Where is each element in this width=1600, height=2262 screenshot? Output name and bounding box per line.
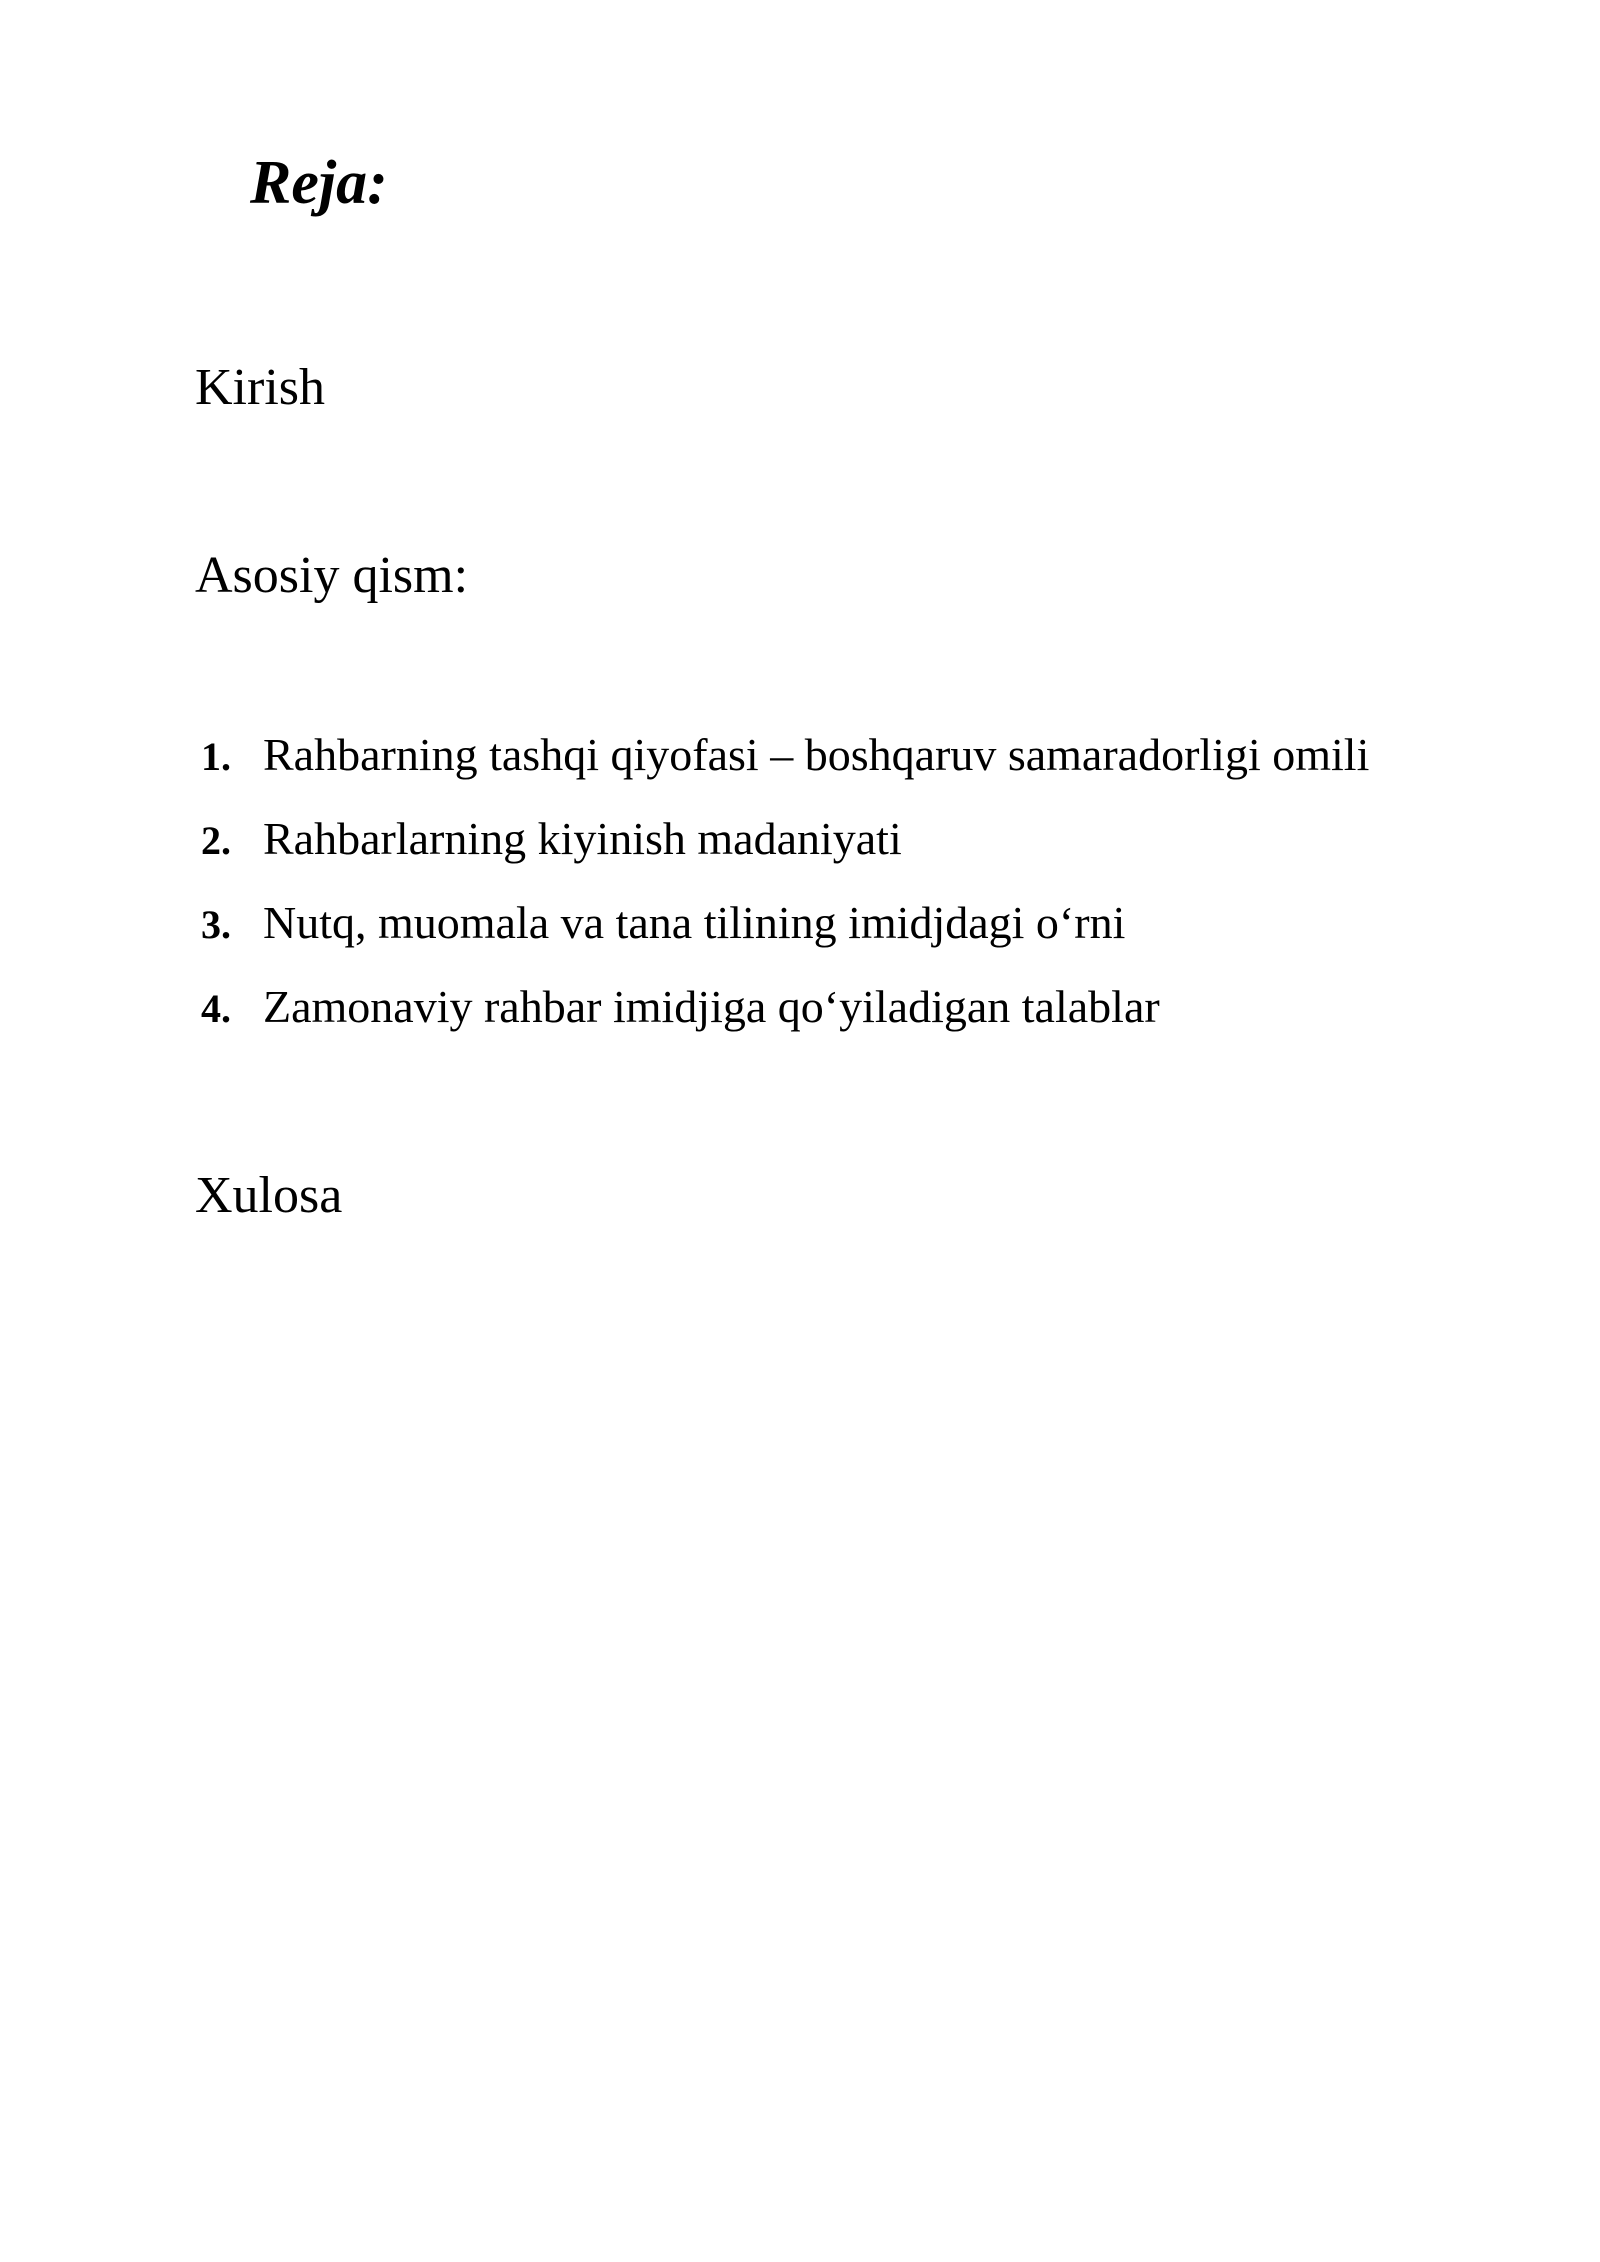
topic-text: Zamonaviy rahbar imidjiga qo‘yiladigan talablar xyxy=(263,981,1160,1032)
topic-number: 4. xyxy=(201,986,231,1031)
topic-number: 2. xyxy=(201,818,231,863)
topic-text: Nutq, muomala va tana tilining imidjdagi o‘rni xyxy=(263,897,1126,948)
topic-number: 1. xyxy=(201,734,231,779)
main-part-heading: Asosiy qism: xyxy=(195,547,469,604)
topic-text: Rahbarning tashqi qiyofasi – boshqaruv samaradorligi omili xyxy=(263,729,1370,780)
topic-item xyxy=(195,897,1369,984)
intro-heading: Kirish xyxy=(195,359,325,416)
topic-item xyxy=(195,981,1369,1068)
plan-title: Reja: xyxy=(250,149,388,217)
conclusion-heading: Xulosa xyxy=(195,1167,343,1224)
topic-item xyxy=(195,813,1369,900)
topic-item xyxy=(195,729,1370,816)
topic-text: Rahbarlarning kiyinish madaniyati xyxy=(263,813,902,864)
topic-number: 3. xyxy=(201,902,231,947)
topic-list xyxy=(195,729,1370,1068)
